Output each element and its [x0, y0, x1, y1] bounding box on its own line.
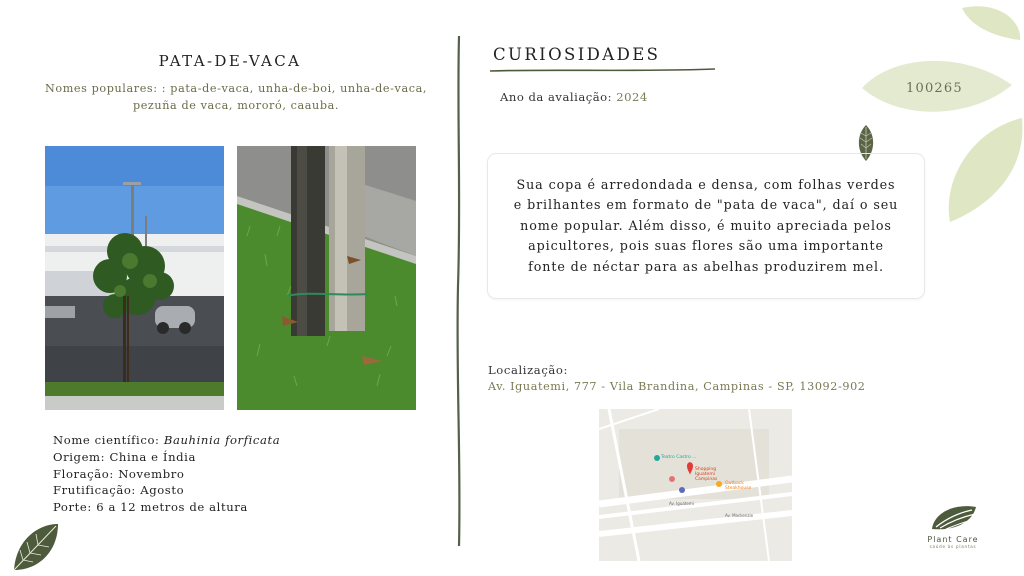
scientific-name-row: Nome científico: Bauhinia forficata — [53, 433, 281, 447]
map-label-shopping: Shopping Iguatemi Campinas — [695, 467, 718, 482]
scientific-name-value: Bauhinia forficata — [163, 433, 281, 447]
fruiting-value: Agosto — [140, 483, 185, 498]
fruiting-row: Frutificação: Agosto — [53, 483, 185, 498]
location-address: Av. Iguatemi, 777 - Vila Brandina, Campinas - SP, 13092-902 — [488, 380, 866, 393]
tree-photo — [45, 146, 224, 410]
page-title: PATA-DE-VACA — [158, 52, 302, 70]
brand-tagline: saúde às plantas — [929, 544, 977, 549]
plant-code: 100265 — [906, 81, 963, 96]
flowering-row: Floração: Novembro — [53, 466, 185, 481]
evaluation-year-value: 2024 — [616, 90, 648, 104]
evaluation-year: Ano da avaliação: 2024 — [500, 90, 648, 104]
map-label-street-2: Av. Mackenzie — [725, 513, 754, 518]
map-label-restaurant: Outback Steakhouse — [725, 481, 752, 491]
size-row: Porte: 6 a 12 metros de altura — [53, 500, 248, 515]
curiosity-text: Sua copa é arredondada e densa, com folhas verdes e brilhantes em formato de "pata de vaca", daí o seu nome popular. Além disso, é muito apreciada pelos apicultores, pois suas flores são uma importante fonte de néctar para as abelhas produzirem mel. — [513, 176, 899, 274]
column-divider — [452, 36, 466, 546]
location-label: Localização: — [488, 363, 569, 377]
origin-row: Origem: China e Índia — [53, 449, 196, 464]
brand-name: Plant Care — [927, 535, 979, 544]
plant-care-logo — [920, 503, 986, 553]
curiosities-title: CURIOSIDADES — [493, 45, 661, 64]
curiosity-card — [487, 153, 925, 299]
title-underline — [490, 66, 715, 74]
size-value: 6 a 12 metros de altura — [96, 500, 248, 515]
bottom-leaf-icon — [8, 520, 62, 576]
origin-value: China e Índia — [109, 449, 196, 464]
map-label-street-1: Av. Iguatemi — [669, 501, 694, 506]
map-label-theater: Teatro Castro ... — [661, 455, 697, 460]
flowering-value: Novembro — [118, 466, 185, 481]
location-map[interactable] — [599, 409, 792, 561]
popular-names: Nomes populares: : pata-de-vaca, unha-de-boi, unha-de-vaca, pezuña de vaca, mororó, caauba. — [44, 82, 428, 112]
trunk-photo — [237, 146, 416, 410]
plant-facts — [53, 432, 280, 516]
